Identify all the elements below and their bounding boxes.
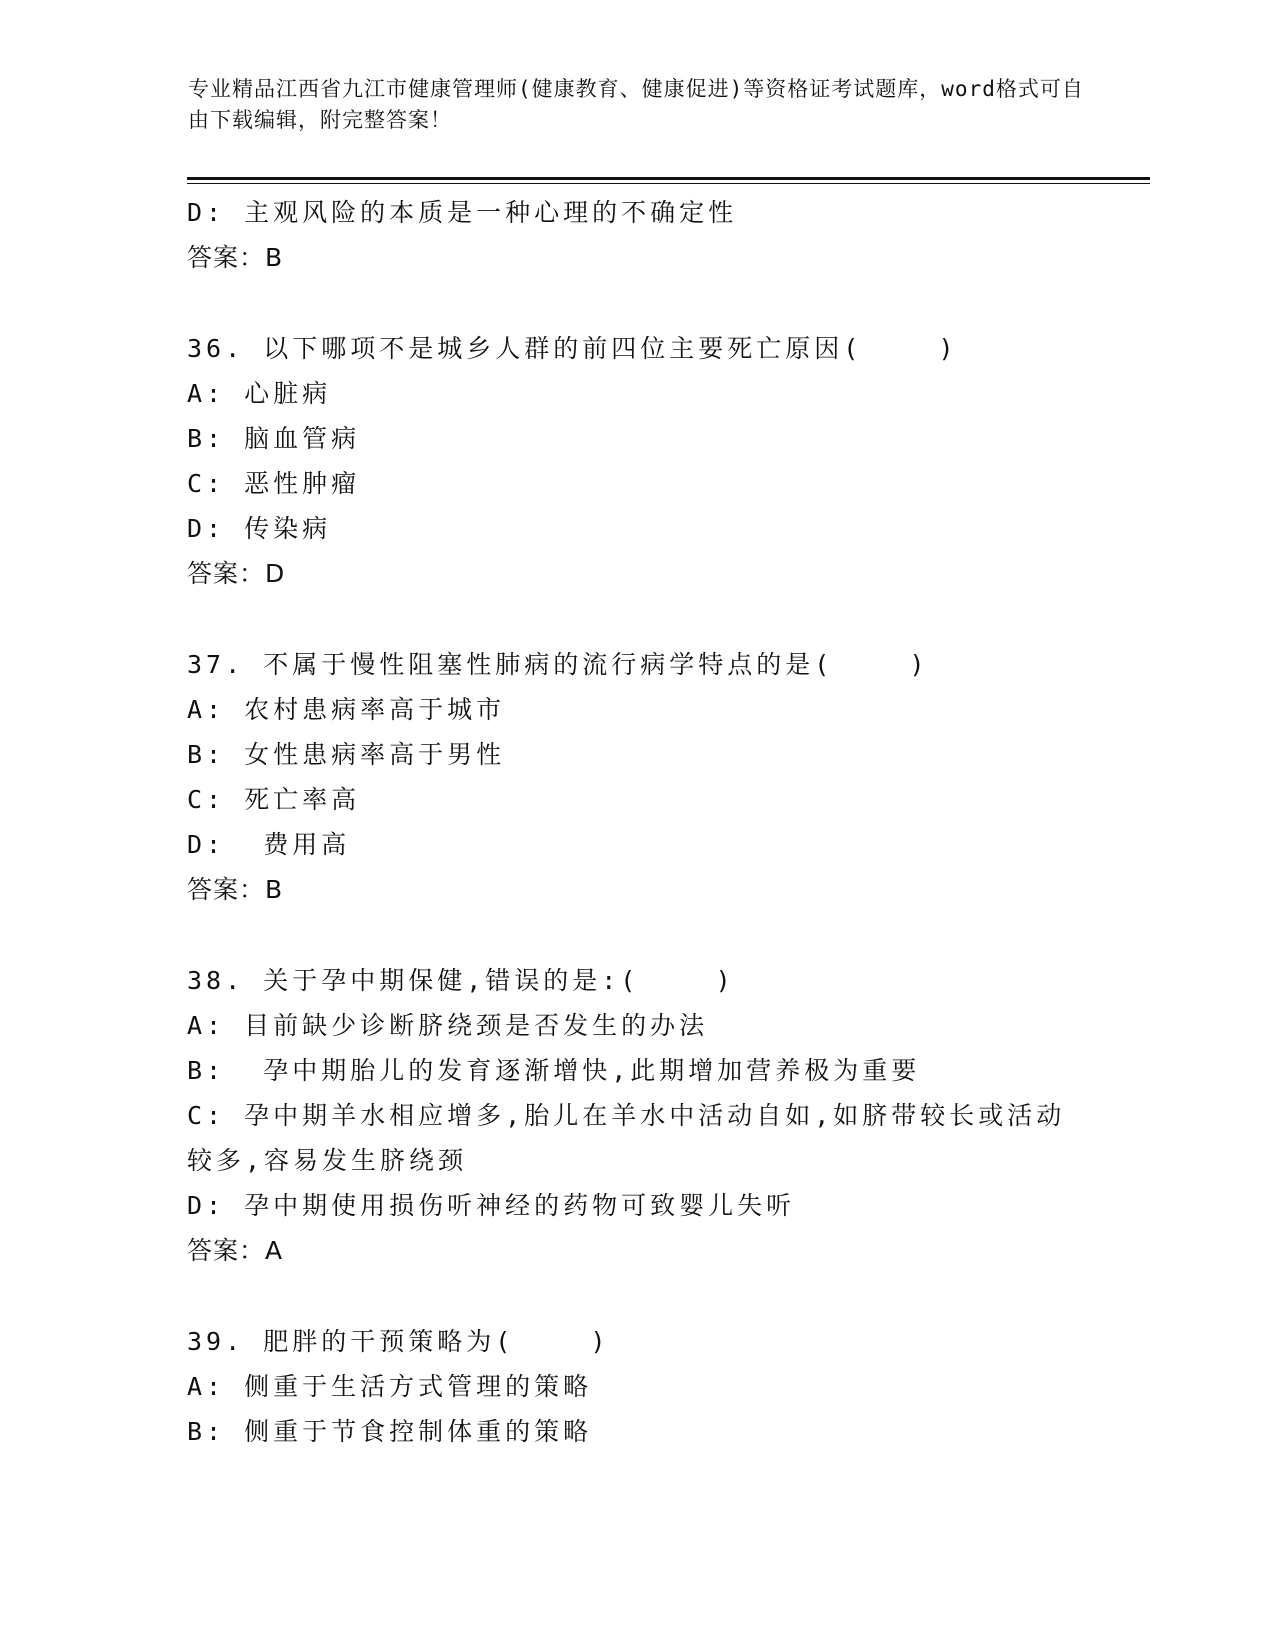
option-d: D: 主观风险的本质是一种心理的不确定性: [187, 198, 738, 227]
question-content: [187, 190, 1087, 1454]
option-b: B: 孕中期胎儿的发育逐渐增快,此期增加营养极为重要: [187, 1056, 921, 1085]
header-text: 专业精品江西省九江市健康管理师(健康教育、健康促进)等资格证考试题库，word格式可自由下载编辑，附完整答案！: [188, 77, 1084, 132]
answer: 答案：B: [187, 243, 284, 272]
question-39: [187, 1319, 1087, 1454]
answer: 答案：B: [187, 875, 284, 904]
document-header: [188, 74, 1088, 136]
option-d: D: 传染病: [187, 514, 332, 543]
option-a: A: 农村患病率高于城市: [187, 695, 506, 724]
option-a: A: 侧重于生活方式管理的策略: [187, 1372, 593, 1401]
option-a: A: 心脏病: [187, 379, 332, 408]
answer: 答案：D: [187, 559, 286, 588]
question-stem: 37. 不属于慢性阻塞性肺病的流行病学特点的是( ): [187, 650, 929, 679]
question-38: [187, 958, 1087, 1273]
option-d: D: 孕中期使用损伤听神经的药物可致婴儿失听: [187, 1191, 796, 1220]
header-divider-thin: [187, 183, 1150, 184]
option-d: D: 费用高: [187, 830, 351, 859]
option-a: A: 目前缺少诊断脐绕颈是否发生的办法: [187, 1011, 709, 1040]
option-b: B: 脑血管病: [187, 424, 361, 453]
question-stem: 36. 以下哪项不是城乡人群的前四位主要死亡原因( ): [187, 334, 958, 363]
question-36: [187, 326, 1087, 596]
question-35-tail: [187, 190, 1087, 280]
answer: 答案：A: [187, 1236, 284, 1265]
option-c: C: 孕中期羊水相应增多,胎儿在羊水中活动自如,如脐带较长或活动较多,容易发生脐绕颈: [187, 1101, 1066, 1175]
option-b: B: 女性患病率高于男性: [187, 740, 506, 769]
option-c: C: 恶性肿瘤: [187, 469, 361, 498]
header-divider: [187, 177, 1150, 180]
option-c: C: 死亡率高: [187, 785, 361, 814]
option-b: B: 侧重于节食控制体重的策略: [187, 1417, 593, 1446]
question-stem: 39. 肥胖的干预策略为( ): [187, 1327, 610, 1356]
question-37: [187, 642, 1087, 912]
question-stem: 38. 关于孕中期保健,错误的是:( ): [187, 966, 735, 995]
